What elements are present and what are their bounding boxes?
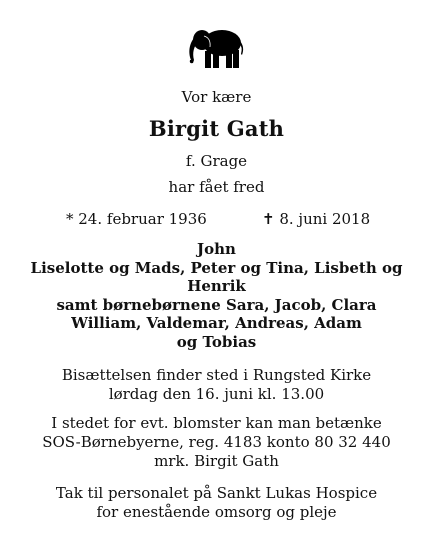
family-line: samt børnebørnene Sara, Jacob, Clara (56, 295, 377, 314)
family-list (20, 240, 413, 351)
ceremony-line: lørdag den 16. juni kl. 13.00 (108, 385, 325, 403)
family-line: Liselotte og Mads, Peter og Tina, Lisbeth og (30, 258, 403, 277)
family-line: Henrik (187, 277, 246, 295)
elephant-icon (186, 25, 246, 69)
ceremony-line: Bisættelsen finder sted i Rungsted Kirke (61, 366, 372, 384)
donation-info (0, 414, 433, 471)
donation-line: mrk. Birgit Gath (154, 452, 279, 470)
passed-phrase: har fået fred (168, 178, 265, 196)
donation-line: SOS-Børnebyerne, reg. 4183 konto 80 32 440 (42, 433, 391, 451)
family-line: William, Valdemar, Andreas, Adam (71, 314, 362, 332)
thanks-line: for enestående omsorg og pleje (96, 503, 337, 521)
deceased-name: Birgit Gath (148, 116, 285, 141)
family-line: John (197, 240, 236, 258)
family-line: og Tobias (176, 332, 257, 351)
death-date: ✝ 8. juni 2018 (262, 210, 371, 228)
donation-line: I stedet for evt. blomster kan man betænke (51, 414, 382, 432)
maiden-name: f. Grage (185, 152, 248, 170)
intro-text: Vor kære (181, 88, 252, 106)
birth-date: * 24. februar 1936 (66, 210, 207, 228)
ceremony-info (0, 366, 433, 404)
thanks-note (0, 484, 433, 522)
thanks-line: Tak til personalet på Sankt Lukas Hospice (55, 484, 378, 502)
